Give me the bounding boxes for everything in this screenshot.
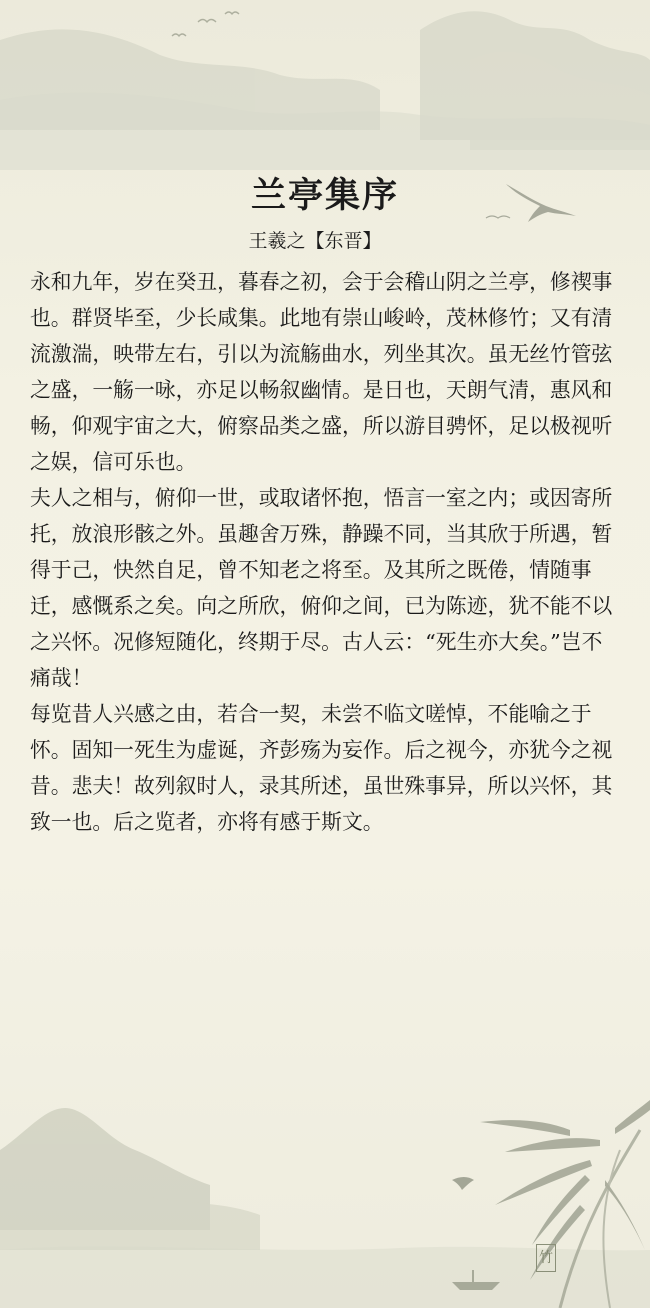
paragraph: 夫人之相与，俯仰一世，或取诸怀抱，悟言一室之内；或因寄所托，放浪形骸之外。虽趣舍万殊，静躁不同，当其欣于所遇，暂得于己，快然自足，曾不知老之将至。及其所之既倦，情随事迁，感慨系之矣。向之所欣，俯仰之间，已为陈迹，犹不能不以之兴怀。况修短随化，终期于尽。古人云：“死生亦大矣。”岂不痛哉！ [30,486,613,690]
birds-icon [172,12,239,36]
artist-seal: 竹 [536,1244,556,1272]
swallow-icon [452,1177,474,1190]
author-line: 王羲之【东晋】 [248,230,382,252]
page-title: 兰亭集序 [250,176,399,216]
bottom-mountains-icon [0,1108,260,1250]
paragraph: 每览昔人兴感之由，若合一契，未尝不临文嗟悼，不能喻之于怀。固知一死生为虚诞，齐彭殇为妄作。后之视今，亦犹今之视昔。悲夫！故列叙时人，录其所述，虽世殊事异，所以兴怀，其致一也。后之览者，亦将有感于斯文。 [30,702,613,834]
article-body [30,264,620,840]
paragraph: 永和九年，岁在癸丑，暮春之初，会于会稽山阴之兰亭，修禊事也。群贤毕至，少长咸集。此地有崇山峻岭，茂林修竹；又有清流激湍，映带左右，引以为流觞曲水，列坐其次。虽无丝竹管弦之盛，一觞一咏，亦足以畅叙幽情。是日也，天朗气清，惠风和畅，仰观宇宙之大，俯察品类之盛，所以游目骋怀，足以极视听之娱，信可乐也。 [30,270,613,474]
